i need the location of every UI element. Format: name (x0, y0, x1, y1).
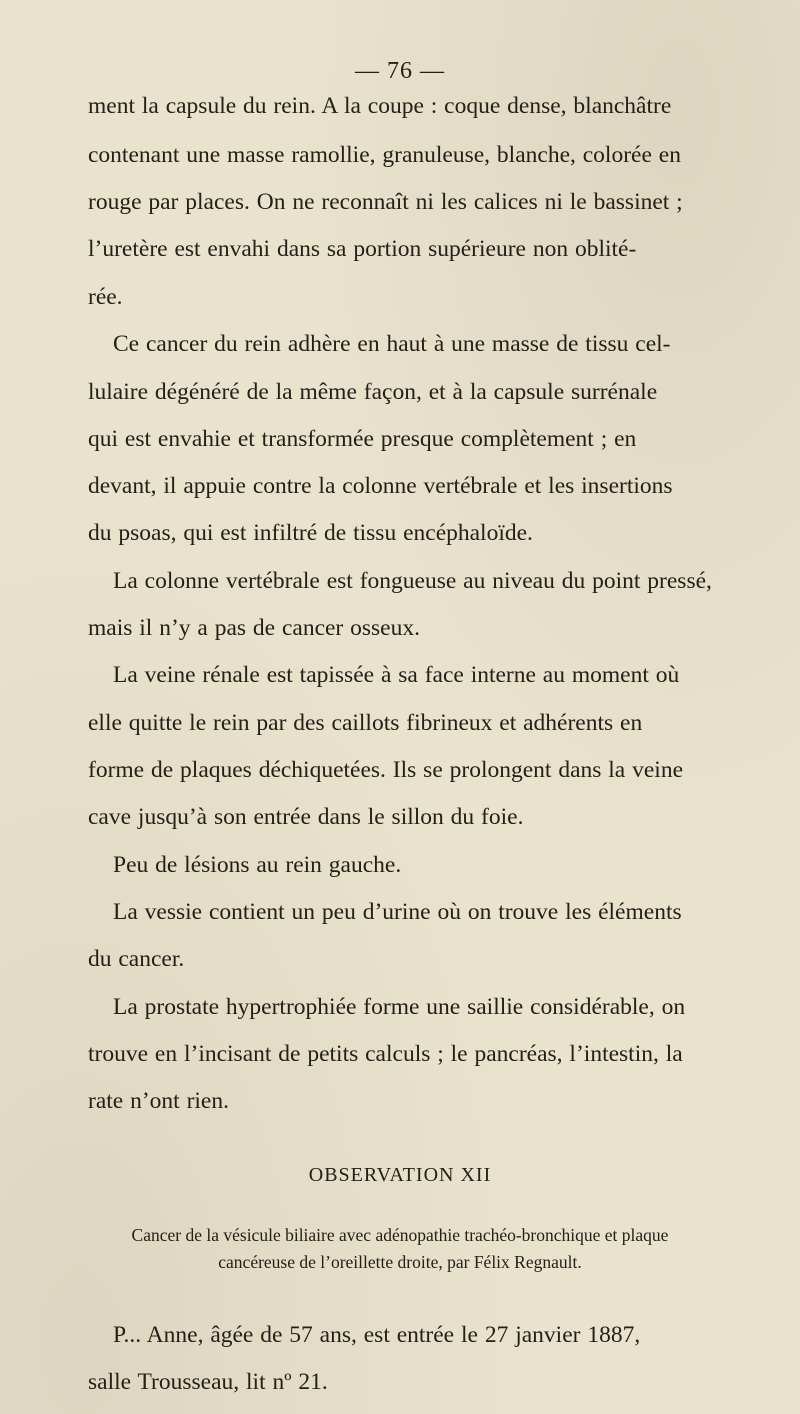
body-line: mais il n’y a pas de cancer osseux. (88, 615, 420, 641)
body-line: La colonne vertébrale est fongueuse au niveau du point pressé, (113, 568, 712, 594)
page-number: — 76 — (355, 58, 445, 84)
subtitle-line: cancéreuse de l’oreillette droite, par Félix Regnault. (218, 1252, 582, 1272)
body-line: La vessie contient un peu d’urine où on trouve les éléments (113, 899, 682, 925)
body-line: contenant une masse ramollie, granuleuse, blanche, colorée en (88, 142, 681, 168)
body-line: salle Trousseau, lit nº 21. (88, 1369, 328, 1395)
body-line: elle quitte le rein par des caillots fibrineux et adhérents en (88, 710, 643, 736)
body-line: ment la capsule du rein. A la coupe : coque dense, blanchâtre (88, 93, 672, 119)
body-line: du psoas, qui est infiltré de tissu encéphaloïde. (88, 520, 533, 546)
subtitle-line: Cancer de la vésicule biliaire avec adénopathie trachéo-bronchique et plaque (131, 1225, 669, 1245)
body-line: du cancer. (88, 946, 185, 972)
body-line: lulaire dégénéré de la même façon, et à la capsule surrénale (88, 379, 658, 405)
body-line: trouve en l’incisant de petits calculs ; le pancréas, l’intestin, la (88, 1041, 683, 1067)
body-line: P... Anne, âgée de 57 ans, est entrée le 27 janvier 1887, (113, 1322, 641, 1348)
body-line: devant, il appuie contre la colonne vertébrale et les insertions (88, 473, 673, 499)
body-line: Peu de lésions au rein gauche. (113, 852, 402, 878)
body-line: cave jusqu’à son entrée dans le sillon du foie. (88, 804, 524, 830)
body-line: La veine rénale est tapissée à sa face interne au moment où (113, 662, 680, 688)
body-line: l’uretère est envahi dans sa portion supérieure non oblité- (88, 236, 637, 262)
body-line: rée. (88, 284, 123, 310)
body-line: Ce cancer du rein adhère en haut à une masse de tissu cel- (113, 331, 671, 357)
observation-heading: OBSERVATION XII (308, 1164, 492, 1186)
body-line: qui est envahie et transformée presque complètement ; en (88, 426, 637, 452)
body-line: forme de plaques déchiquetées. Ils se prolongent dans la veine (88, 757, 683, 783)
body-line: rate n’ont rien. (88, 1088, 229, 1114)
body-line: La prostate hypertrophiée forme une saillie considérable, on (113, 994, 686, 1020)
body-line: rouge par places. On ne reconnaît ni les calices ni le bassinet ; (88, 189, 683, 215)
